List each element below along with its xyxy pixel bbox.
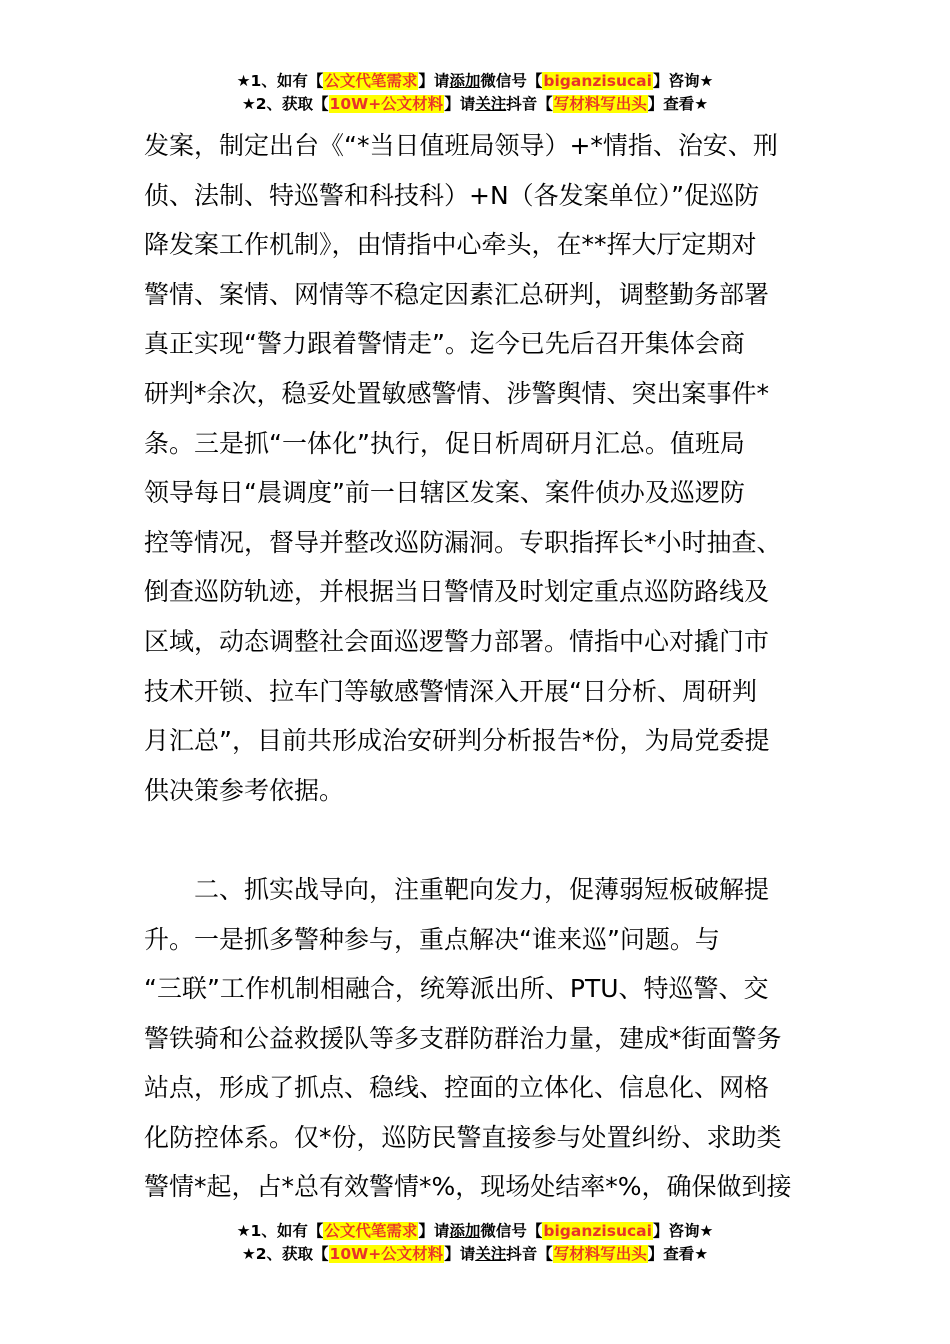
banner-text: 】咨询★ [652,72,714,90]
body-line: 化防控体系。仅*份，巡防民警直接参与处置纠纷、求助类 [144,1122,782,1152]
banner-highlight: biganzisucai [543,72,652,90]
paragraph-gap [144,815,806,865]
document-body [144,121,806,1212]
banner-text: 微信号【 [480,1222,543,1240]
body-line: 真正实现“警力跟着警情走”。迄今已先后召开集体会商 [144,329,745,359]
banner-text: 】请 [444,95,476,113]
body-line: 发案，制定出台《“*当日值班局领导）+*情指、治安、刑 [144,131,778,160]
banner-highlight: 公文代笔需求 [324,72,418,90]
banner-highlight: 写材料写出头 [553,95,647,113]
banner-text: 】请 [418,1222,450,1240]
banner-highlight: biganzisucai [543,1222,652,1240]
body-line: 警情*起，占*总有效警情*%，现场处结率*%，确保做到接 [144,1172,792,1202]
body-line: 月汇总”，目前共形成治安研判分析报告*份，为局党委提 [144,726,770,756]
body-line: 警情、案情、网情等不稳定因素汇总研判，调整勤务部署 [144,279,770,309]
body-line: 领导每日“晨调度”前一日辖区发案、案件侦办及巡逻防 [144,478,745,508]
banner-text: ★2、获取【 [241,95,329,113]
banner-line-1 [0,1220,950,1243]
body-line: 二、抓实战导向，注重靶向发力，促薄弱短板破解提 [144,874,770,904]
body-line: “三联”工作机制相融合，统筹派出所、PTU、特巡警、交 [144,974,769,1004]
banner-text: ★1、如有【 [236,72,324,90]
banner-text: 抖音【 [506,95,553,113]
banner-text: ★1、如有【 [236,1222,324,1240]
body-line: 技术开锁、拉车门等敏感警情深入开展“日分析、周研判 [144,676,757,706]
footer-banner [0,1220,950,1266]
body-line: 站点，形成了抓点、稳线、控面的立体化、信息化、网格 [144,1073,770,1103]
body-line: 警铁骑和公益救援队等多支群防群治力量，建成*街面警务 [144,1023,782,1053]
banner-highlight: 10W+公文材料 [329,95,444,113]
body-line: 降发案工作机制》，由情指中心牵头，在**挥大厅定期对 [144,230,757,260]
banner-underlined: 关注 [475,1245,507,1263]
body-line: 侦、法制、特巡警和科技科）+N（各发案单位）”促巡防 [144,180,760,210]
body-line: 供决策参考依据。 [144,775,345,805]
body-line: 倒查巡防轨迹，并根据当日警情及时划定重点巡防路线及 [144,577,770,607]
banner-line-2 [0,93,950,116]
body-line: 控等情况，督导并整改巡防漏洞。专职指挥长*小时抽查、 [144,527,782,557]
banner-highlight: 公文代笔需求 [324,1222,418,1240]
banner-text: 】请 [418,72,450,90]
header-banner [0,70,950,116]
banner-highlight: 10W+公文材料 [329,1245,444,1263]
body-line: 研判*余次，稳妥处置敏感警情、涉警舆情、突出案事件* [144,378,770,408]
banner-underlined: 添加 [449,1222,481,1240]
banner-highlight: 写材料写出头 [553,1245,647,1263]
banner-text: 】查看★ [647,1245,709,1263]
banner-text: 】查看★ [647,95,709,113]
body-line: 区域，动态调整社会面巡逻警力部署。情指中心对撬门市 [144,626,770,656]
body-line: 升。一是抓多警种参与，重点解决“谁来巡”问题。与 [144,924,720,954]
banner-text: 】请 [444,1245,476,1263]
banner-text: 抖音【 [506,1245,553,1263]
body-line: 条。三是抓“一体化”执行，促日析周研月汇总。值班局 [144,428,745,458]
banner-underlined: 添加 [449,72,481,90]
banner-text: ★2、获取【 [241,1245,329,1263]
banner-line-2 [0,1243,950,1266]
banner-underlined: 关注 [475,95,507,113]
banner-text: 】咨询★ [652,1222,714,1240]
banner-line-1 [0,70,950,93]
banner-text: 微信号【 [480,72,543,90]
